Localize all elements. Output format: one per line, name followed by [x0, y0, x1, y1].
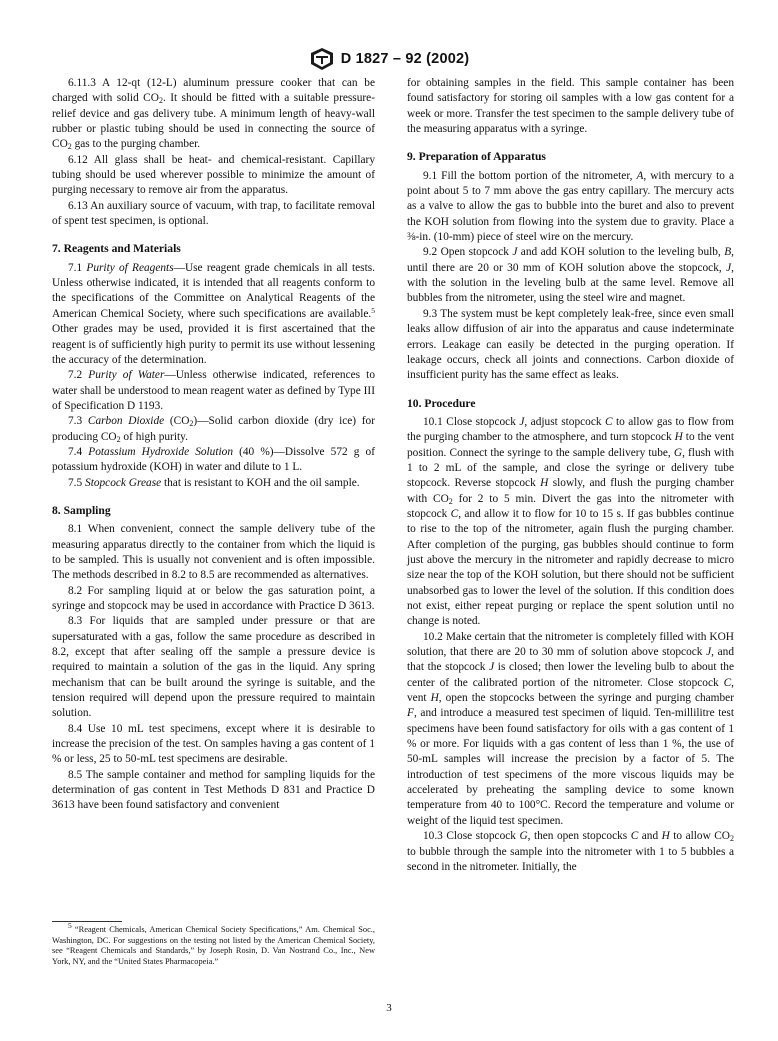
paragraph-7-4: 7.4 Potassium Hydroxide Solution (40 %)—Dissolve 572 g of potassium hydroxide (KOH) in water and dilute to 1 L. — [52, 445, 376, 474]
paragraph-7-1: 7.1 Purity of Reagents—Use reagent grade chemicals in all tests. Unless otherwise indicated, it is intended that all reagents conform to the specifications of the Committee on Analytical Reagents of the American Chemical Society, where such specifications are available.$^5$ Other grades may be used, provided it is first ascertained that the reagent is of sufficiently high purity to permit its use without lessening the accuracy of the determination. — [52, 261, 375, 366]
page-header — [0, 46, 778, 72]
paragraph-10-3: 10.3 Close stopcock G, then open stopcocks C and H to allow $CO_2$ to bubble through the sample into the nitrometer with 1 to 5 bubbles a second in the nitrometer. Initially, the — [407, 830, 734, 873]
paragraph-10-2: 10.2 Make certain that the nitrometer is completely filled with KOH solution, that there are 20 to 30 mm of solution above stopcock J, and that the stopcock J is closed; then lower the leveling bulb to about the center of the calibrated portion of the nitrometer. Close stopcock C, vent H, open the stopcocks between the syringe and purging chamber F, and introduce a measured test specimen of liquid. Ten-millilitre test specimens have been found satisfactory for oils with a gas content of 1 % or more. For liquids with a gas content of less than 1 %, the use of 50-mL samples will increase the precision by a factor of 5. The introduction of test specimens of the more viscous liquids may be accelerated by preheating the sampling device to some known temperature from 40 to 100°C. Record the temperature and volume or weight of the liquid test specimen. — [407, 630, 735, 827]
right-column — [407, 76, 734, 875]
paragraph-7-5: 7.5 Stopcock Grease that is resistant to KOH and the oil sample. — [68, 476, 360, 489]
paragraph-8-2: 8.2 For sampling liquid at or below the gas saturation point, a syringe and stopcock may be used in accordance with Practice D 3613. — [52, 584, 375, 612]
paragraph-8-4: 8.4 Use 10 mL test specimens, except where it is desirable to increase the precision of the test. On samples having a gas content of 1 % or less, 25 to 50-mL test specimens are desirable. — [52, 722, 375, 766]
section-heading-9: 9. Preparation of Apparatus — [407, 150, 546, 164]
paragraph-9-3: 9.3 The system must be kept completely leak-free, since even small leaks allow diffusion of air into the apparatus and cause indeterminate errors. Leakage can easily be detected in the purging operation. If leakage occurs, check all joints and connections. Carbon dioxide of insufficient purity has the same effect as leaks. — [407, 307, 734, 382]
paragraph-10-1: 10.1 Close stopcock J, adjust stopcock C to allow gas to flow from the purging chamber to the atmosphere, and turn stopcock H to the vent position. Connect the syringe to the sample delivery tube, G, flush with 1 to 2 mL of the sample, and close the syringe or delivery tube stopcock. Reverse stopcock H slowly, and flush the purging chamber with $CO_2$ for 2 to 5 min. Divert the gas into the nitrometer with stopcock C, and allow it to flow for 10 to 15 s. If gas bubbles continue to rise to the top of the nitrometer, again flush the purging chamber. After completion of the purging, gas bubbles should continue to form just above the mercury in the nitrometer and rapidly decrease to micro size near the top of the KOH solution, but there should not be sufficient unabsorbed gas to lower the level of the solution. If this condition does not exist, either repeat purging or replace the spent solution until no change is noted. — [407, 415, 734, 628]
paragraph-9-2: 9.2 Open stopcock J and add KOH solution to the leveling bulb, B, until there are 20 or 30 mm of KOH solution above the stopcock, J, with the solution in the leveling bulb at the same level. Remove all bubbles from the nitrometer, using the steel wire and magnet. — [407, 246, 734, 305]
paragraph-9-1: 9.1 Fill the bottom portion of the nitrometer, A, with mercury to a point about 5 to 7 mm above the gas entry capillary. The mercury acts as a valve to allow the gas to bubble into the buret and also to prevent the KOH solution from flowing into the system due to gravity. Place a ⅜-in. (10-mm) piece of steel wire on the mercury. — [407, 169, 734, 244]
paragraph-7-3: 7.3 Carbon Dioxide $(CO_2)—Solid$ carbon dioxide (dry ice) for producing $CO_2$ of high purity. — [52, 415, 376, 444]
paragraph-8-5: 8.5 The sample container and method for sampling liquids for the determination of gas content in Test Methods D 831 and Practice D 3613 have been found satisfactory and convenient — [52, 768, 375, 812]
section-heading-10: 10. Procedure — [407, 396, 476, 410]
document-title: D 1827 – 92 (2002) — [340, 51, 470, 67]
paragraph-6-12: 6.12 All glass shall be heat- and chemical-resistant. Capillary tubing should be used wherever possible to minimize the amount of purging necessary to remove air from the apparatus. — [52, 153, 375, 197]
paragraph-6-11-3: 6.11.3 A 12-qt (12-L) aluminum pressure cooker that can be charged with solid $CO_2$. It should be fitted with a suitable pressure-relief device and gas delivery tube. A minimum length of heavy-wall rubber or plastic tubing should be used in connecting the source of $CO_2$ gas to the purging chamber. — [52, 77, 375, 152]
paragraph-8-3: 8.3 For liquids that are sampled under pressure or that are supersaturated with a gas, follow the same procedure as described in 8.2, except that after sealing off the sample a pressure device is required to maintain a solution of the gas in the liquid. Any spring mechanism that can be built around the syringe is suitable, and the tension required will depend upon the pressure required to maintain solution. — [52, 615, 375, 720]
page-number: 3 — [386, 1002, 392, 1014]
paragraph-6-13: 6.13 An auxiliary source of vacuum, with trap, to facilitate removal of spent test specimen, is optional. — [52, 199, 375, 228]
footnote-divider — [52, 921, 122, 922]
astm-logo-icon — [309, 47, 335, 71]
left-column — [52, 76, 375, 814]
paragraph-8-1: 8.1 When convenient, connect the sample delivery tube of the measuring apparatus directly to the container from which the liquid is to be sampled. This is usually not convenient and is often impossible. The methods described in 8.2 to 8.5 are recommended as alternatives. — [52, 523, 375, 582]
paragraph-8-5-continued: for obtaining samples in the field. This sample container has been found satisfactory for storing oil samples with a low gas content for a week or more. Transfer the test specimen to the sample delivery tube of the measuring apparatus with a syringe. — [407, 77, 734, 136]
section-heading-8: 8. Sampling — [52, 503, 111, 517]
footnote-5: $^5$ “Reagent Chemicals, American Chemical Society Specifications,” Am. Chemical Soc., Washington, DC. For suggestions on the testing not listed by the American Chemical Society, see “Reagent Chemicals and Standards,” by Joseph Rosin, D. Van Nostrand Co., Inc., New York, NY, and the “United States Pharmacopeia.” — [52, 921, 375, 967]
section-heading-7: 7. Reagents and Materials — [52, 242, 181, 256]
paragraph-7-2: 7.2 Purity of Water—Unless otherwise indicated, references to water shall be understood to mean reagent water as defined by Type III of Specification D 1193. — [52, 369, 376, 412]
footnote-ref: 5 — [371, 305, 375, 315]
